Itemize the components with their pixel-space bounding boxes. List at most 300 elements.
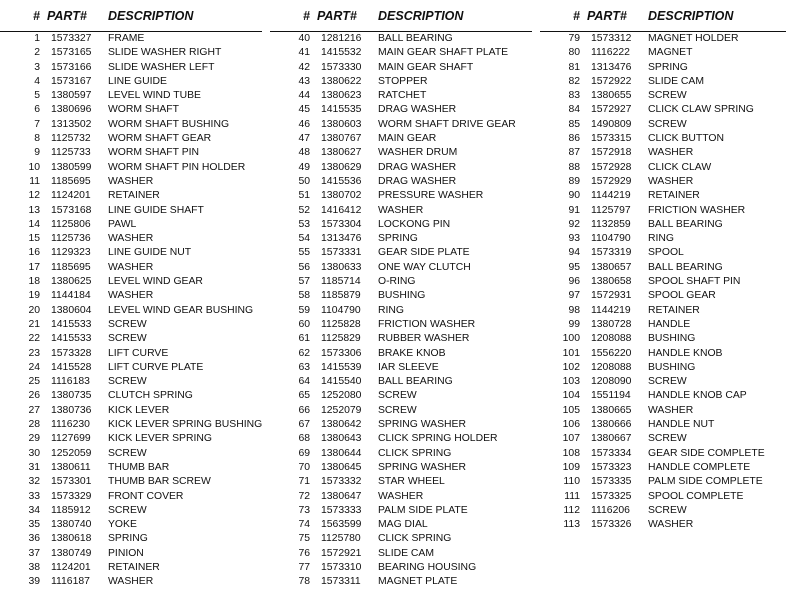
header-description: DESCRIPTION [648, 9, 734, 23]
part-description: SPRING [378, 233, 418, 245]
parts-row [270, 218, 520, 232]
part-description: WASHER [108, 175, 154, 187]
part-description: WASHER [378, 204, 424, 216]
item-number: 23 [28, 347, 40, 359]
part-number: 1185695 [51, 175, 91, 187]
item-number: 12 [28, 190, 40, 202]
part-description: SCREW [108, 333, 147, 345]
item-number: 9 [34, 147, 40, 159]
item-number: 21 [28, 318, 40, 330]
part-description: WASHER [648, 147, 694, 159]
column-header [540, 9, 788, 27]
header-description: DESCRIPTION [378, 9, 464, 23]
part-description: FRICTION WASHER [648, 204, 746, 216]
item-number: 53 [298, 218, 310, 230]
item-number: 25 [28, 376, 40, 388]
parts-row [540, 89, 788, 103]
part-number: 1185879 [321, 290, 361, 302]
parts-row [540, 46, 788, 60]
part-number: 1208088 [591, 361, 632, 373]
part-description: SPRING WASHER [378, 419, 466, 431]
parts-rows [270, 32, 520, 590]
part-description: SCREW [378, 390, 417, 402]
part-description: BALL BEARING [648, 261, 723, 273]
item-number: 88 [568, 161, 580, 173]
part-description: LINE GUIDE NUT [108, 247, 192, 259]
part-description: FRICTION WASHER [378, 318, 476, 330]
item-number: 73 [298, 504, 310, 516]
part-number: 1573332 [321, 476, 362, 488]
part-description: BUSHING [648, 333, 696, 345]
parts-row [270, 232, 520, 246]
part-number: 1125828 [321, 318, 361, 330]
part-description: GEAR SIDE COMPLETE [648, 447, 765, 459]
parts-row [0, 246, 250, 260]
part-description: CLICK CLAW SPRING [648, 104, 754, 116]
item-number: 110 [563, 476, 580, 488]
item-number: 99 [568, 318, 580, 330]
parts-row [0, 547, 250, 561]
item-number: 95 [568, 261, 580, 273]
item-number: 32 [28, 476, 40, 488]
parts-row [540, 332, 788, 346]
item-number: 61 [298, 333, 310, 345]
parts-row [0, 218, 250, 232]
part-number: 1551194 [591, 390, 631, 402]
header-part: PART# [47, 9, 87, 23]
item-number: 70 [298, 461, 310, 473]
parts-row [270, 532, 520, 546]
part-description: LEVEL WIND GEAR [108, 276, 203, 288]
parts-row [0, 32, 250, 46]
part-number: 1573166 [51, 61, 92, 73]
item-number: 6 [34, 104, 40, 116]
parts-row [270, 561, 520, 575]
parts-row [270, 89, 520, 103]
item-number: 84 [568, 104, 580, 116]
part-description: CLICK SPRING [378, 533, 452, 545]
part-description: LEVEL WIND GEAR BUSHING [108, 304, 254, 316]
part-number: 1415528 [51, 361, 92, 373]
item-number: 81 [568, 61, 580, 73]
part-description: DRAG WASHER [378, 161, 457, 173]
parts-row [540, 204, 788, 218]
part-number: 1125797 [591, 204, 631, 216]
part-description: MAGNET [648, 47, 693, 59]
parts-row [0, 389, 250, 403]
part-number: 1380665 [591, 404, 632, 416]
parts-row [270, 275, 520, 289]
item-number: 83 [568, 90, 580, 102]
item-number: 14 [28, 218, 40, 230]
part-number: 1573310 [321, 561, 362, 573]
part-number: 1415536 [321, 175, 362, 187]
part-number: 1573328 [51, 347, 92, 359]
part-number: 1252079 [321, 404, 362, 416]
parts-row [540, 375, 788, 389]
item-number: 48 [298, 147, 310, 159]
part-description: HANDLE KNOB CAP [648, 390, 747, 402]
item-number: 18 [28, 276, 40, 288]
item-number: 3 [34, 61, 40, 73]
part-number: 1380728 [591, 318, 632, 330]
item-number: 63 [298, 361, 310, 373]
parts-row [270, 75, 520, 89]
item-number: 94 [568, 247, 580, 259]
part-description: WASHER [378, 490, 424, 502]
item-number: 109 [562, 461, 580, 473]
parts-row [0, 161, 250, 175]
part-description: BRAKE KNOB [378, 347, 446, 359]
part-description: LOCKONG PIN [378, 218, 451, 230]
part-description: MAIN GEAR [378, 133, 437, 145]
parts-row [0, 146, 250, 160]
item-number: 58 [298, 290, 310, 302]
part-description: SCREW [108, 318, 147, 330]
part-description: PRESSURE WASHER [378, 190, 484, 202]
item-number: 64 [298, 376, 310, 388]
part-number: 1573334 [591, 447, 632, 459]
item-number: 85 [568, 118, 580, 130]
part-description: WASHER [108, 233, 154, 245]
item-number: 50 [298, 175, 310, 187]
part-description: KICK LEVER [108, 404, 170, 416]
part-description: RATCHET [378, 90, 427, 102]
parts-row [540, 75, 788, 89]
part-number: 1380622 [321, 75, 362, 87]
parts-row [270, 518, 520, 532]
part-number: 1380642 [321, 419, 362, 431]
part-number: 1104790 [321, 304, 361, 316]
part-number: 1208090 [591, 376, 632, 388]
parts-row [0, 61, 250, 75]
item-number: 74 [298, 519, 310, 531]
item-number: 100 [562, 333, 580, 345]
parts-row [270, 361, 520, 375]
part-description: PAWL [108, 218, 137, 230]
part-number: 1380625 [51, 276, 92, 288]
item-number: 51 [298, 190, 310, 202]
part-description: SPOOL COMPLETE [648, 490, 744, 502]
part-number: 1380735 [51, 390, 92, 402]
parts-row [270, 475, 520, 489]
item-number: 19 [28, 290, 40, 302]
part-number: 1415533 [51, 318, 92, 330]
parts-row [0, 561, 250, 575]
parts-row [270, 32, 520, 46]
parts-row [270, 146, 520, 160]
parts-row [270, 289, 520, 303]
part-number: 1380647 [321, 490, 362, 502]
part-number: 1490809 [591, 118, 632, 130]
item-number: 2 [34, 47, 40, 59]
part-description: O-RING [378, 276, 416, 288]
part-description: DRAG WASHER [378, 175, 457, 187]
part-number: 1116187 [51, 576, 90, 588]
part-number: 1380643 [321, 433, 362, 445]
parts-row [0, 189, 250, 203]
item-number: 106 [562, 419, 580, 431]
item-number: 104 [562, 390, 580, 402]
part-description: SCREW [108, 376, 147, 388]
part-number: 1572921 [321, 547, 362, 559]
parts-row [270, 61, 520, 75]
item-number: 54 [298, 233, 310, 245]
item-number: 59 [298, 304, 310, 316]
parts-row [0, 347, 250, 361]
parts-row [0, 304, 254, 318]
part-number: 1380645 [321, 461, 362, 473]
part-description: LEVEL WIND TUBE [108, 90, 201, 102]
parts-row [270, 161, 520, 175]
part-number: 1313476 [321, 233, 362, 245]
parts-row [540, 132, 788, 146]
part-number: 1380629 [321, 161, 362, 173]
part-number: 1415540 [321, 376, 362, 388]
part-number: 1573327 [51, 33, 92, 44]
part-number: 1116222 [591, 47, 630, 59]
parts-row [540, 504, 788, 518]
part-description: WASHER DRUM [378, 147, 458, 159]
parts-row [0, 447, 250, 461]
item-number: 108 [562, 447, 580, 459]
item-number: 93 [568, 233, 580, 245]
parts-row [270, 447, 520, 461]
parts-row [0, 475, 250, 489]
part-number: 1116183 [51, 376, 90, 388]
parts-row [0, 418, 263, 432]
part-description: RING [648, 233, 674, 245]
part-description: SPRING [648, 61, 688, 73]
part-description: GEAR SIDE PLATE [378, 247, 470, 259]
parts-row [540, 361, 788, 375]
item-number: 27 [28, 404, 40, 416]
part-description: WASHER [648, 404, 694, 416]
part-number: 1380627 [321, 147, 362, 159]
parts-row [540, 475, 788, 489]
parts-row [270, 375, 520, 389]
part-number: 1380618 [51, 533, 92, 545]
part-number: 1380667 [591, 433, 632, 445]
parts-row [540, 289, 788, 303]
part-number: 1573312 [591, 33, 632, 44]
part-description: WORM SHAFT [108, 104, 179, 116]
part-number: 1144219 [591, 304, 631, 316]
part-number: 1573319 [591, 247, 632, 259]
parts-row [270, 103, 520, 117]
part-number: 1380666 [591, 419, 632, 431]
part-number: 1415539 [321, 361, 362, 373]
item-number: 56 [298, 261, 310, 273]
part-number: 1124201 [51, 561, 91, 573]
item-number: 69 [298, 447, 310, 459]
item-number: 16 [28, 247, 40, 259]
item-number: 76 [298, 547, 310, 559]
part-description: RETAINER [108, 561, 160, 573]
item-number: 92 [568, 218, 580, 230]
item-number: 47 [298, 133, 310, 145]
part-description: WASHER [648, 519, 694, 531]
header-number: # [303, 9, 310, 23]
part-number: 1281216 [321, 33, 362, 44]
part-description: HANDLE [648, 318, 691, 330]
item-number: 36 [28, 533, 40, 545]
item-number: 55 [298, 247, 310, 259]
part-number: 1380633 [321, 261, 362, 273]
item-number: 30 [28, 447, 40, 459]
part-description: WASHER [108, 261, 154, 273]
part-number: 1127699 [51, 433, 91, 445]
part-description: SCREW [648, 118, 687, 130]
item-number: 46 [298, 118, 310, 130]
parts-row [540, 218, 788, 232]
part-description: WORM SHAFT PIN [108, 147, 200, 159]
parts-row [270, 432, 520, 446]
part-number: 1380740 [51, 519, 92, 531]
item-number: 62 [298, 347, 310, 359]
part-description: CLICK SPRING [378, 447, 452, 459]
item-number: 111 [564, 490, 580, 502]
parts-row [270, 318, 520, 332]
part-description: YOKE [108, 519, 137, 531]
part-number: 1380657 [591, 261, 632, 273]
parts-row [270, 490, 520, 504]
part-description: KICK LEVER SPRING BUSHING [108, 419, 263, 431]
part-description: SCREW [108, 447, 147, 459]
part-number: 1572927 [591, 104, 632, 116]
part-number: 1124201 [51, 190, 91, 202]
part-number: 1563599 [321, 519, 362, 531]
part-number: 1556220 [591, 347, 632, 359]
part-number: 1572922 [591, 75, 632, 87]
parts-row [540, 304, 788, 318]
parts-row [540, 404, 788, 418]
part-description: SPOOL GEAR [648, 290, 716, 302]
part-number: 1573311 [321, 576, 361, 588]
part-number: 1573333 [321, 504, 362, 516]
part-number: 1380603 [321, 118, 362, 130]
part-number: 1573165 [51, 47, 92, 59]
parts-row [540, 432, 788, 446]
parts-row [0, 518, 250, 532]
part-description: BEARING HOUSING [378, 561, 477, 573]
part-number: 1380599 [51, 161, 92, 173]
parts-row [0, 575, 250, 589]
parts-row [540, 447, 788, 461]
part-description: WASHER [108, 576, 154, 588]
part-number: 1313476 [591, 61, 632, 73]
item-number: 7 [34, 118, 40, 130]
part-description: CLICK CLAW [648, 161, 712, 173]
part-number: 1380736 [51, 404, 92, 416]
part-number: 1573304 [321, 218, 362, 230]
part-description: MAGNET HOLDER [648, 33, 739, 44]
part-description: WASHER [648, 175, 694, 187]
part-number: 1252059 [51, 447, 92, 459]
item-number: 22 [28, 333, 40, 345]
item-number: 96 [568, 276, 580, 288]
parts-row [270, 504, 520, 518]
item-number: 72 [298, 490, 310, 502]
item-number: 82 [568, 75, 580, 87]
parts-row [0, 361, 250, 375]
parts-row [0, 118, 250, 132]
parts-row [0, 46, 250, 60]
parts-row [0, 375, 250, 389]
part-number: 1573168 [51, 204, 92, 216]
parts-row [540, 347, 788, 361]
part-number: 1380696 [51, 104, 92, 116]
part-number: 1572931 [591, 290, 632, 302]
part-number: 1208088 [591, 333, 632, 345]
parts-row [270, 132, 520, 146]
part-number: 1572918 [591, 147, 632, 159]
parts-row [540, 389, 788, 403]
column-header [0, 9, 248, 27]
part-description: SPRING WASHER [378, 461, 466, 473]
part-number: 1132859 [591, 218, 631, 230]
part-number: 1380767 [321, 133, 362, 145]
item-number: 87 [568, 147, 580, 159]
part-number: 1116230 [51, 419, 90, 431]
item-number: 38 [28, 561, 40, 573]
part-number: 1573335 [591, 476, 632, 488]
part-description: MAIN GEAR SHAFT [378, 61, 474, 73]
part-description: SPRING [108, 533, 148, 545]
item-number: 49 [298, 161, 310, 173]
part-number: 1380604 [51, 304, 92, 316]
item-number: 8 [34, 133, 40, 145]
item-number: 4 [34, 75, 40, 87]
parts-row [540, 32, 788, 46]
part-number: 1116206 [591, 504, 630, 516]
part-description: RETAINER [648, 304, 700, 316]
parts-row [0, 332, 250, 346]
part-description: WORM SHAFT PIN HOLDER [108, 161, 246, 173]
part-number: 1573315 [591, 133, 632, 145]
parts-row [270, 461, 520, 475]
part-description: LINE GUIDE [108, 75, 167, 87]
part-number: 1573323 [591, 461, 632, 473]
item-number: 103 [562, 376, 580, 388]
part-description: PALM SIDE PLATE [378, 504, 468, 516]
part-description: FRAME [108, 33, 145, 44]
part-number: 1573306 [321, 347, 362, 359]
item-number: 26 [28, 390, 40, 402]
part-description: MAG DIAL [378, 519, 428, 531]
part-number: 1125732 [51, 133, 91, 145]
part-description: RETAINER [108, 190, 160, 202]
parts-row [540, 518, 788, 532]
parts-row [270, 304, 520, 318]
part-number: 1144219 [591, 190, 631, 202]
part-description: HANDLE COMPLETE [648, 461, 751, 473]
parts-row [540, 118, 788, 132]
part-description: SCREW [108, 504, 147, 516]
parts-row [540, 490, 788, 504]
part-description: STOPPER [378, 75, 428, 87]
item-number: 31 [28, 461, 40, 473]
parts-row [270, 246, 520, 260]
part-number: 1185714 [321, 276, 361, 288]
part-description: WORM SHAFT DRIVE GEAR [378, 118, 516, 130]
part-description: BALL BEARING [648, 218, 723, 230]
parts-row [270, 332, 520, 346]
part-number: 1573167 [51, 75, 92, 87]
part-description: SLIDE WASHER RIGHT [108, 47, 222, 59]
part-description: RUBBER WASHER [378, 333, 470, 345]
item-number: 102 [562, 361, 580, 373]
